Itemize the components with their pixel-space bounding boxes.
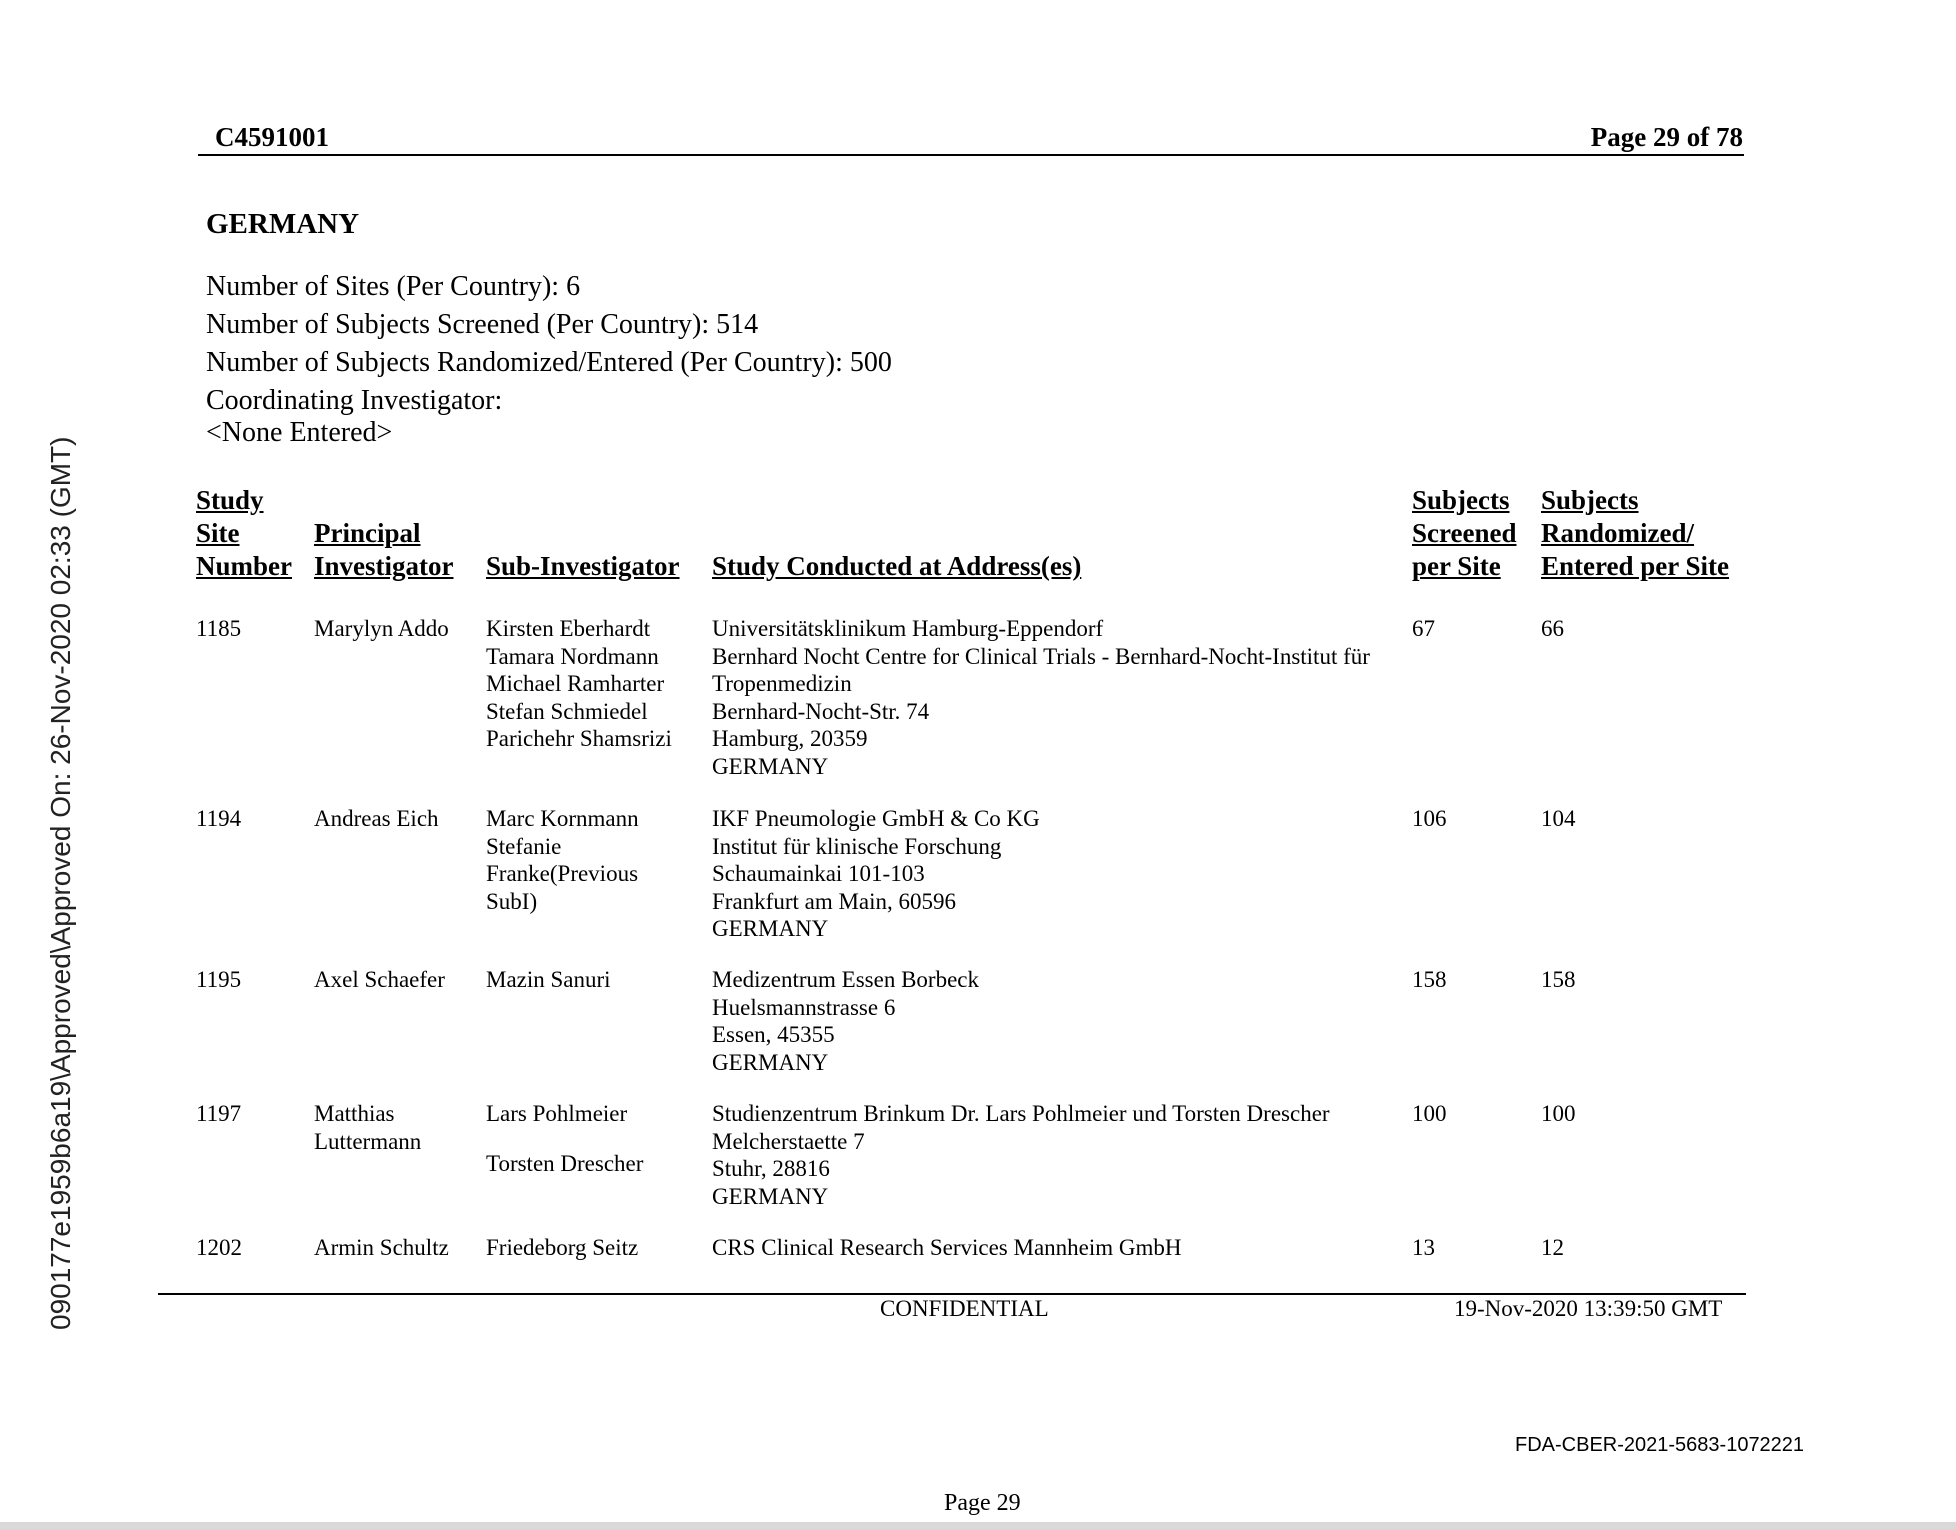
page-number: Page 29 xyxy=(944,1490,1021,1516)
sub-investigators: Friedeborg Seitz xyxy=(486,1235,639,1260)
site-address: CRS Clinical Research Services Mannheim GmbH xyxy=(712,1235,1182,1260)
site-number: 1185 xyxy=(196,616,242,641)
coordinator-label: Coordinating Investigator: xyxy=(206,385,503,416)
site-number: 1197 xyxy=(196,1101,242,1126)
subjects-screened: 106 xyxy=(1412,806,1447,831)
subjects-randomized: 12 xyxy=(1541,1235,1564,1260)
subjects-randomized: 104 xyxy=(1541,806,1576,831)
header-divider xyxy=(198,154,1744,156)
confidential-label: CONFIDENTIAL xyxy=(880,1296,1049,1321)
footer-divider xyxy=(158,1293,1746,1295)
fda-document-id: FDA-CBER-2021-5683-1072221 xyxy=(1515,1434,1805,1456)
subjects-randomized: 66 xyxy=(1541,616,1564,641)
header-subjects-randomized: Subjects Randomized/ Entered per Site xyxy=(1541,485,1729,581)
subjects-screened: 158 xyxy=(1412,967,1447,992)
sites-count: Number of Sites (Per Country): 6 xyxy=(206,271,581,302)
sub-investigators: Kirsten Eberhardt Tamara Nordmann Michael Ramharter Stefan Schmiedel Parichehr Shamsrizi xyxy=(486,616,672,751)
protocol-number: C4591001 xyxy=(215,122,329,152)
site-number: 1202 xyxy=(196,1235,242,1260)
subjects-screened: 13 xyxy=(1412,1235,1435,1260)
header-sub-investigator: Sub-Investigator xyxy=(486,551,680,581)
sub-investigators: Mazin Sanuri xyxy=(486,967,611,992)
screened-count: Number of Subjects Screened (Per Country): 514 xyxy=(206,309,759,340)
coordinator-value: <None Entered> xyxy=(206,417,393,448)
principal-investigator: Armin Schultz xyxy=(314,1235,449,1260)
country-summary xyxy=(206,268,892,452)
header-site-number: Study Site Number xyxy=(196,485,292,581)
header-subjects-screened: Subjects Screened per Site xyxy=(1412,485,1517,581)
sub-investigators: Marc Kornmann Stefanie Franke(Previous SubI) xyxy=(486,806,639,914)
country-heading: GERMANY xyxy=(206,208,360,240)
footer-timestamp: 19-Nov-2020 13:39:50 GMT xyxy=(1454,1296,1723,1321)
site-address: Universitätsklinikum Hamburg-Eppendorf Bernhard Nocht Centre for Clinical Trials - Bernhard-Nocht-Institut für Tropenmedizin Bernhard-Nocht-Str. 74 Hamburg, 20359 GERMANY xyxy=(712,616,1370,779)
site-address: IKF Pneumologie GmbH & Co KG Institut für klinische Forschung Schaumainkai 101-103 Frankfurt am Main, 60596 GERMANY xyxy=(712,806,1040,941)
site-number: 1194 xyxy=(196,806,242,831)
subjects-screened: 100 xyxy=(1412,1101,1447,1126)
principal-investigator: Andreas Eich xyxy=(314,806,439,831)
header-address: Study Conducted at Address(es) xyxy=(712,551,1082,581)
subjects-randomized: 158 xyxy=(1541,967,1576,992)
principal-investigator: Axel Schaefer xyxy=(314,967,445,992)
subjects-screened: 67 xyxy=(1412,616,1435,641)
sub-investigators: Lars Pohlmeier Torsten Drescher xyxy=(486,1101,644,1176)
principal-investigator: Marylyn Addo xyxy=(314,616,449,641)
site-address: Medizentrum Essen Borbeck Huelsmannstrasse 6 Essen, 45355 GERMANY xyxy=(712,967,979,1075)
page-bottom-edge xyxy=(0,1522,1956,1530)
site-address: Studienzentrum Brinkum Dr. Lars Pohlmeier und Torsten Drescher Melcherstaette 7 Stuhr, 28816 GERMANY xyxy=(712,1101,1330,1209)
principal-investigator: Matthias Luttermann xyxy=(314,1101,422,1154)
approval-stamp: 090177e1959b6a19\Approved\Approved On: 26-Nov-2020 02:33 (GMT) xyxy=(45,436,76,1330)
header-principal-investigator: Principal Investigator xyxy=(314,518,454,581)
randomized-count: Number of Subjects Randomized/Entered (Per Country): 500 xyxy=(206,347,892,378)
site-number: 1195 xyxy=(196,967,242,992)
subjects-randomized: 100 xyxy=(1541,1101,1576,1126)
page-of-total: Page 29 of 78 xyxy=(1590,122,1743,152)
